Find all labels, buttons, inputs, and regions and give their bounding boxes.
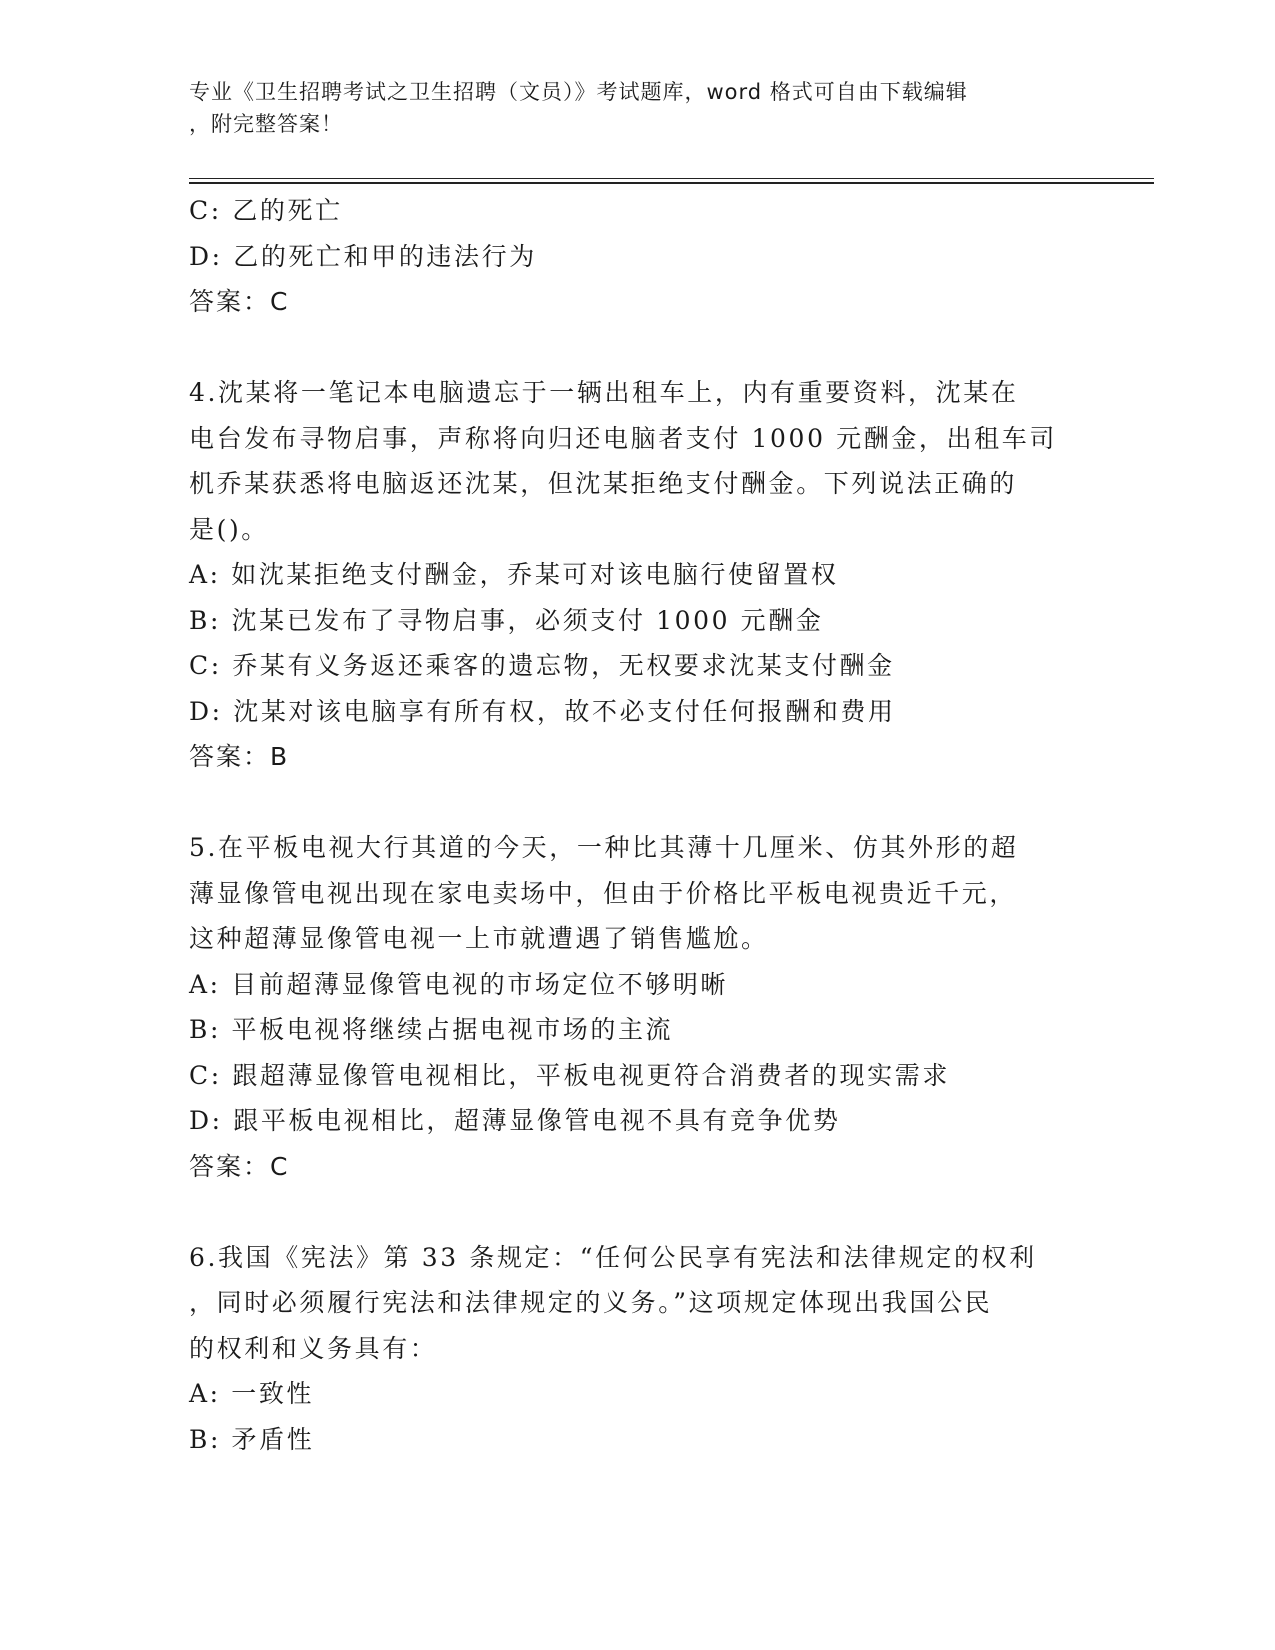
option-text: 跟超薄显像管电视相比，平板电视更符合消费者的现实需求 bbox=[232, 1060, 950, 1090]
option-text: 目前超薄显像管电视的市场定位不够明晰 bbox=[231, 969, 729, 999]
option-text: 沈某已发布了寻物启事，必须支付 1000 元酬金 bbox=[231, 605, 824, 635]
option-text: 一致性 bbox=[231, 1379, 315, 1408]
header-title-line-2: ，附完整答案！ bbox=[189, 112, 343, 136]
document-header bbox=[189, 76, 1089, 140]
option-b bbox=[189, 1417, 1079, 1463]
option-text: 跟平板电视相比，超薄显像管电视不具有竞争优势 bbox=[233, 1106, 841, 1135]
answer-line: 答案：B bbox=[189, 742, 290, 771]
option-a bbox=[189, 962, 1079, 1008]
option-b bbox=[189, 1007, 1079, 1053]
option-c bbox=[189, 643, 1079, 689]
option-c bbox=[189, 188, 1079, 234]
option-a bbox=[189, 1371, 1079, 1417]
option-label: A: bbox=[189, 560, 221, 589]
option-label: D: bbox=[189, 1106, 223, 1135]
option-label: C: bbox=[189, 196, 222, 225]
question-content bbox=[189, 188, 1079, 1462]
option-d bbox=[189, 234, 1079, 280]
question-stem-line: 6.我国《宪法》第 33 条规定：“任何公民享有宪法和法律规定的权利 bbox=[189, 1242, 1037, 1272]
answer-line: 答案：C bbox=[189, 1151, 290, 1181]
question-3 bbox=[189, 188, 1079, 325]
answer-line: 答案：C bbox=[189, 287, 290, 316]
option-text: 沈某对该电脑享有所有权，故不必支付任何报酬和费用 bbox=[233, 696, 896, 726]
option-a bbox=[189, 552, 1079, 598]
spacer bbox=[189, 1189, 1079, 1235]
option-d bbox=[189, 1098, 1079, 1144]
option-d bbox=[189, 689, 1079, 735]
option-label: B: bbox=[189, 605, 221, 635]
option-label: B: bbox=[189, 1424, 221, 1454]
question-4 bbox=[189, 370, 1079, 780]
spacer bbox=[189, 325, 1079, 371]
question-stem-line: 是()。 bbox=[189, 514, 269, 544]
header-divider-thin bbox=[189, 178, 1154, 179]
option-c bbox=[189, 1053, 1079, 1099]
option-b bbox=[189, 598, 1079, 644]
option-label: D: bbox=[189, 696, 223, 726]
option-text: 矛盾性 bbox=[231, 1424, 315, 1454]
question-stem-line: 这种超薄显像管电视一上市就遭遇了销售尴尬。 bbox=[189, 924, 769, 953]
option-text: 乙的死亡和甲的违法行为 bbox=[233, 241, 537, 271]
option-text: 平板电视将继续占据电视市场的主流 bbox=[231, 1015, 674, 1044]
question-stem-line: 4.沈某将一笔记本电脑遗忘于一辆出租车上，内有重要资料，沈某在 bbox=[189, 378, 1019, 407]
option-text: 乙的死亡 bbox=[232, 196, 343, 225]
option-label: D: bbox=[189, 241, 223, 271]
question-stem-line: 的权利和义务具有： bbox=[189, 1333, 438, 1363]
option-label: A: bbox=[189, 1379, 221, 1408]
spacer bbox=[189, 780, 1079, 826]
option-text: 如沈某拒绝支付酬金，乔某可对该电脑行使留置权 bbox=[231, 560, 839, 589]
question-stem-line: 电台发布寻物启事，声称将向归还电脑者支付 1000 元酬金，出租车司 bbox=[189, 423, 1057, 453]
option-label: C: bbox=[189, 1060, 222, 1090]
question-stem-line: ，同时必须履行宪法和法律规定的义务。”这项规定体现出我国公民 bbox=[189, 1288, 993, 1317]
option-label: C: bbox=[189, 651, 222, 680]
option-text: 乔某有义务返还乘客的遗忘物，无权要求沈某支付酬金 bbox=[232, 651, 895, 680]
option-label: A: bbox=[189, 969, 221, 999]
header-divider-thick bbox=[189, 182, 1154, 184]
question-6 bbox=[189, 1235, 1079, 1463]
question-5 bbox=[189, 825, 1079, 1189]
header-title-line-1: 专业《卫生招聘考试之卫生招聘（文员）》考试题库，word 格式可自由下载编辑 bbox=[189, 80, 968, 104]
option-label: B: bbox=[189, 1015, 221, 1044]
question-stem-line: 薄显像管电视出现在家电卖场中，但由于价格比平板电视贵近千元， bbox=[189, 878, 1018, 908]
question-stem-line: 5.在平板电视大行其道的今天，一种比其薄十几厘米、仿其外形的超 bbox=[189, 833, 1019, 862]
question-stem-line: 机乔某获悉将电脑返还沈某，但沈某拒绝支付酬金。下列说法正确的 bbox=[189, 469, 1018, 498]
